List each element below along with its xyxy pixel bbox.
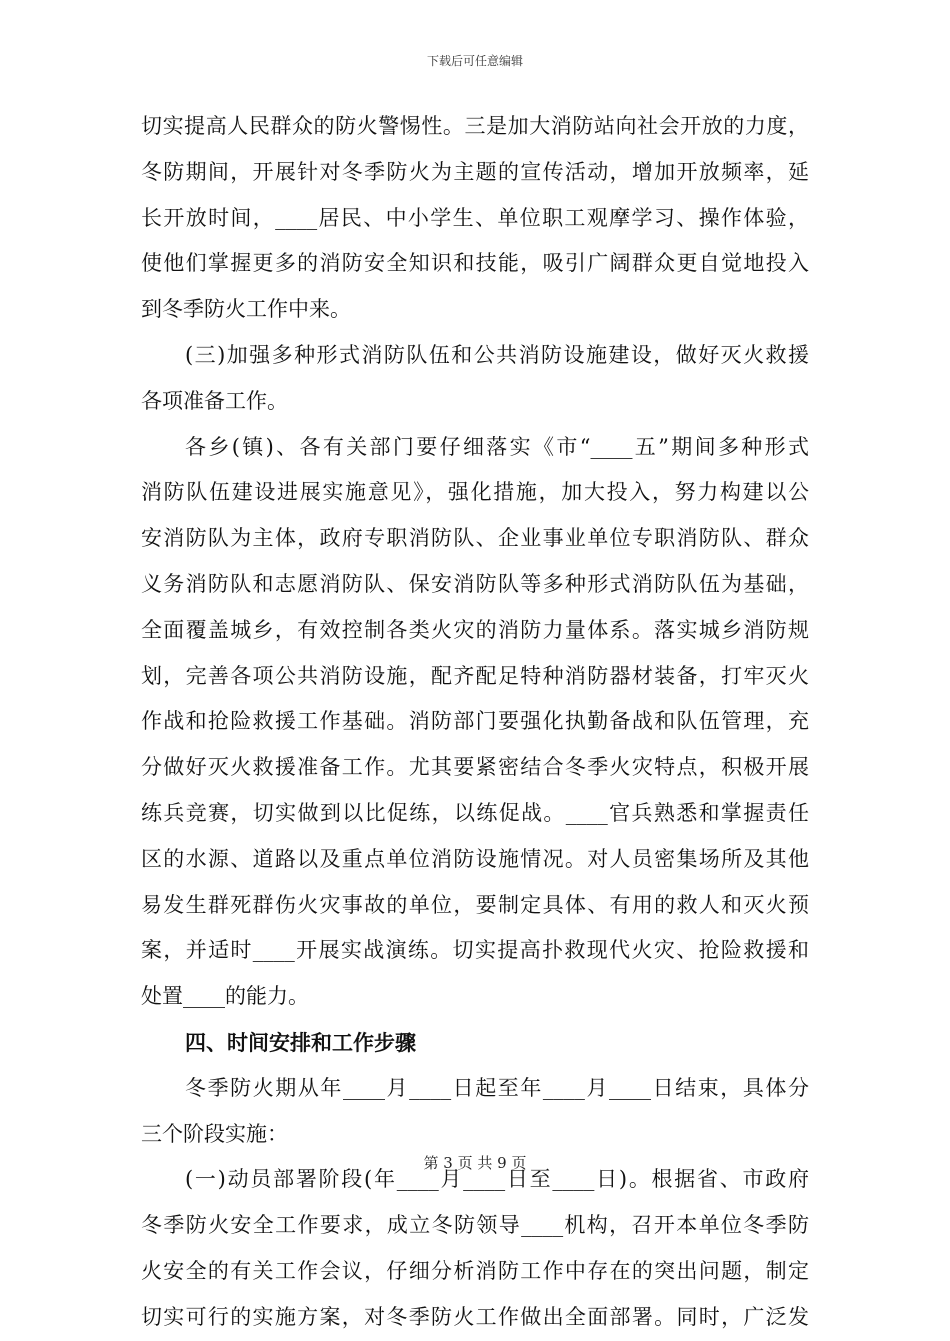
body-line: 分做好灭火救援准备工作。尤其要紧密结合冬季火灾特点，积极开展 [141,755,809,780]
page-number-footer: 第 3 页 共 9 页 [423,1154,527,1172]
body-line: 易发生群死群伤火灾事故的单位，要制定具体、有用的救人和灭火预 [141,892,809,917]
body-line: 安消防队为主体，政府专职消防队、企业事业单位专职消防队、群众 [141,526,809,551]
body-line: 火安全的有关工作会议，仔细分析消防工作中存在的突出问题，制定 [141,1258,809,1283]
body-line: 案，并适时____开展实战演练。切实提高扑救现代火灾、抢险救援和 [141,938,809,963]
section-subheading: (一)动员部署阶段(年____月____日至____日)。根据省、市政府 [185,1167,809,1192]
body-line: 冬季防火安全工作要求，成立冬防领导____机构，召开本单位冬季防 [141,1213,809,1238]
page-header-note: 下载后可任意编辑 [426,54,523,68]
body-line: 消防队伍建设进展实施意见》，强化措施，加大投入，努力构建以公 [141,480,809,505]
body-line: 使他们掌握更多的消防安全知识和技能，吸引广阔群众更自觉地投入 [141,251,809,276]
body-line: 区的水源、道路以及重点单位消防设施情况。对人员密集场所及其他 [141,846,809,871]
paragraph-start: 各乡(镇)、各有关部门要仔细落实《市“____五”期间多种形式 [185,434,809,459]
body-line: 练兵竞赛，切实做到以比促练，以练促战。____官兵熟悉和掌握责任 [141,800,809,825]
paragraph-start: 冬季防火期从年____月____日起至年____月____日结束，具体分 [185,1075,809,1100]
body-line: 切实提高人民群众的防火警惕性。三是加大消防站向社会开放的力度， [141,114,809,138]
body-line: 长开放时间，____居民、中小学生、单位职工观摩学习、操作体验， [141,205,809,230]
section-subheading: (三)加强多种形式消防队伍和公共消防设施建设，做好灭火救援 [185,342,809,367]
body-line: 划，完善各项公共消防设施，配齐配足特种消防器材装备，打牢灭火 [141,663,809,688]
body-line: 切实可行的实施方案，对冬季防火工作做出全面部署。同时，广泛发 [141,1304,809,1329]
body-line: 冬防期间，开展针对冬季防火为主题的宣传活动，增加开放频率，延 [141,159,809,184]
body-line: 各项准备工作。 [141,388,288,413]
body-line: 全面覆盖城乡，有效控制各类火灾的消防力量体系。落实城乡消防规 [141,617,809,642]
body-line: 到冬季防火工作中来。 [141,297,351,322]
body-line: 处置____的能力。 [141,984,309,1009]
body-line: 三个阶段实施： [141,1121,288,1146]
section-heading: 四、时间安排和工作步骤 [185,1029,416,1055]
body-line: 作战和抢险救援工作基础。消防部门要强化执勤备战和队伍管理，充 [141,709,809,734]
body-line: 义务消防队和志愿消防队、保安消防队等多种形式消防队伍为基础， [141,571,809,596]
